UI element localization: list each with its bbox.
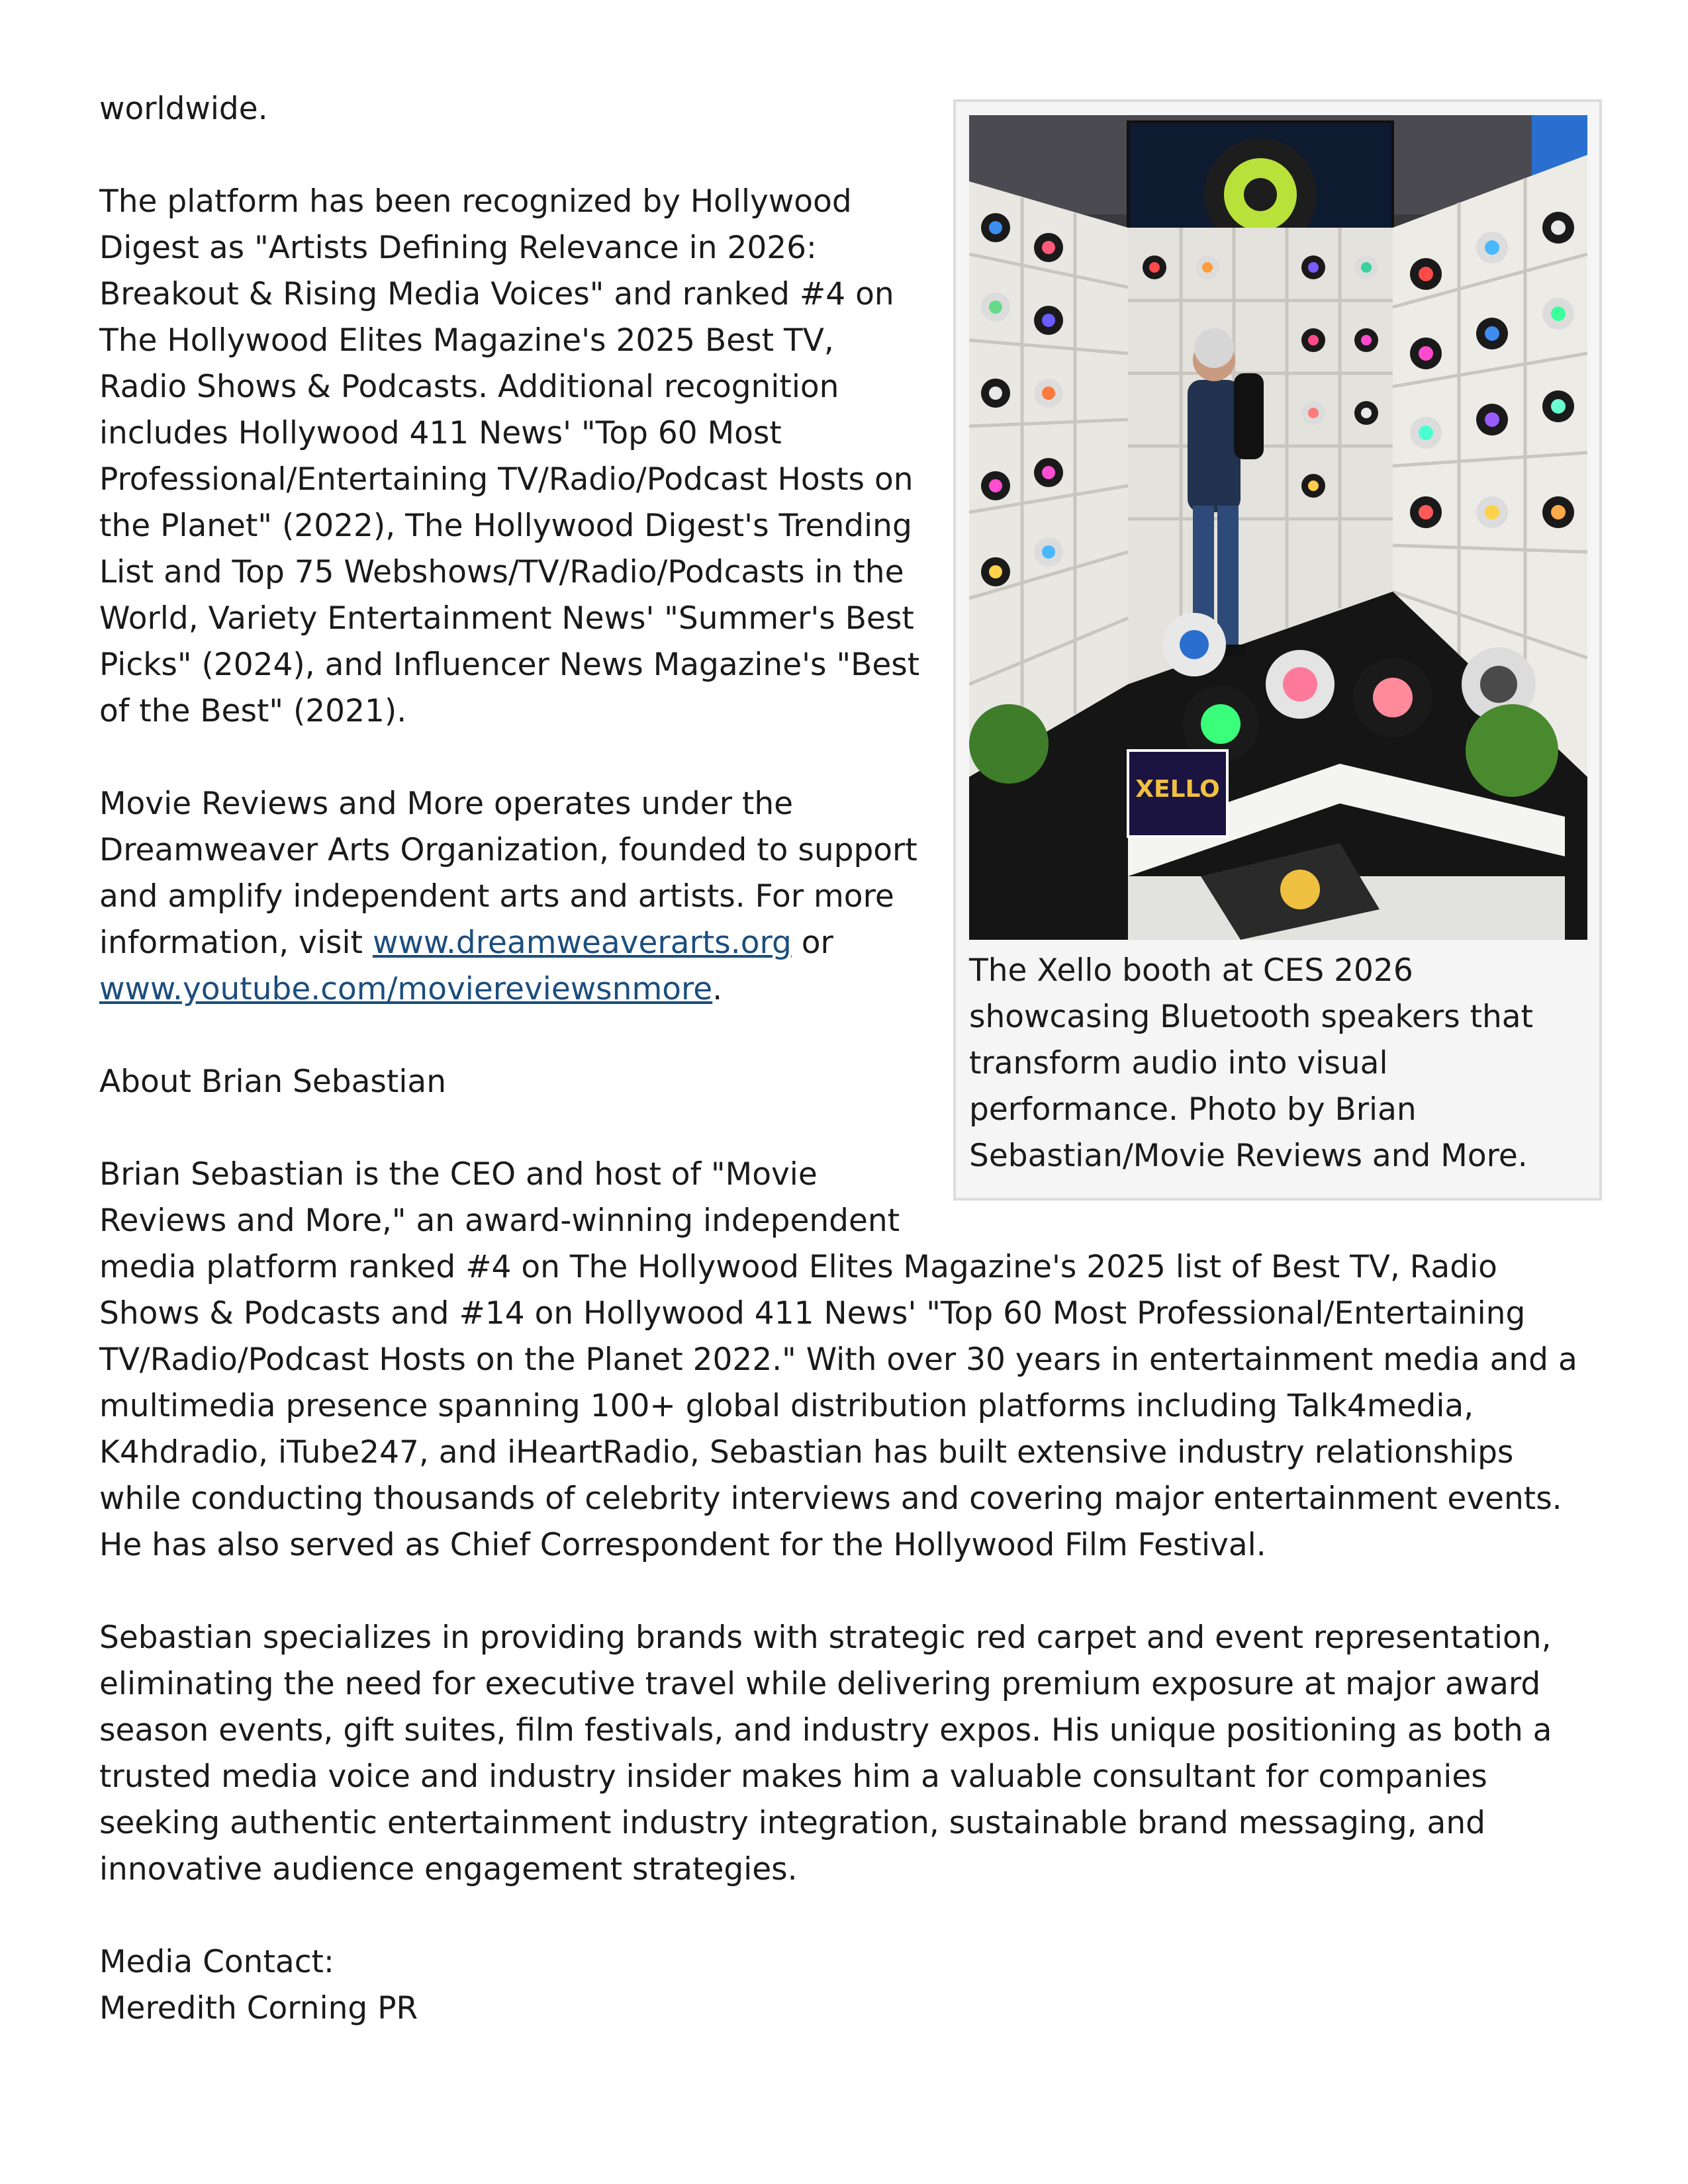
paragraph-recognition: The platform has been recognized by Hollywood Digest as "Artists Defining Relevance in 2026: Breakout & Rising Media Voices" and ranked #4 on The Hollywood Elites Magazine's 2025 Best TV, Radio Shows & Podcasts. Additional recognition includes Hollywood 411 News' "Top 60 Most Professional/Entertaining TV/Radio/Podcast Hosts on the Planet" (2022), The Hollywood Digest's Trending List and Top 75 Webshows/TV/Radio/Podcasts in the World, Variety Entertainment News' "Summer's Best Picks" (2024), and Influencer News Magazine's "Best of the Best" (2021).: [99, 183, 920, 729]
xello-sign-text: XELLO: [1135, 776, 1220, 803]
photo-caption: The Xello booth at CES 2026 showcasing Bluetooth speakers that transform audio into visual performance. Photo by Brian Sebastian/Movie Reviews and More.: [969, 952, 1534, 1174]
media-contact-label: Media Contact:: [99, 1944, 334, 1980]
paragraph-bio: Brian Sebastian is the CEO and host of "Movie Reviews and More," an award-winning independent media platform ranked #4 on The Hollywood Elites Magazine's 2025 list of Best TV, Radio Shows & Podcasts and #14 on Hollywood 411 News' "Top 60 Most Professional/Entertaining TV/Radio/Podcast Hosts on the Planet 2022." With over 30 years in entertainment media and a multimedia presence spanning 100+ global distribution platforms including Talk4media, K4hdradio, iTube247, and iHeartRadio, Sebastian has built extensive industry relationships while conducting thousands of celebrity interviews and covering major entertainment events. He has also served as Chief Correspondent for the Hollywood Film Festival.: [99, 1156, 1577, 1563]
youtube-channel-link[interactable]: www.youtube.com/moviereviewsnmore: [99, 971, 713, 1007]
booth-photo: [969, 115, 1587, 940]
paragraph-specialization: Sebastian specializes in providing brands with strategic red carpet and event representation, eliminating the need for executive travel while delivering premium exposure at major award season events, gift suites, film festivals, and industry expos. His unique positioning as both a trusted media voice and industry insider makes him a valuable consultant for companies seeking authentic entertainment industry integration, sustainable brand messaging, and innovative audience engagement strategies.: [99, 1619, 1552, 1888]
dreamweaver-text-prefix: Movie Reviews and More operates under the Dreamweaver Arts Organization, founded to support and amplify independent arts and artists. For more information, visit: [99, 786, 917, 961]
media-contact-name: Meredith Corning PR: [99, 1990, 418, 2026]
dreamweaver-text-mid: or: [791, 925, 833, 961]
document-page: [99, 86, 1589, 2032]
media-contact: [99, 1939, 1589, 2032]
paragraph-worldwide: worldwide.: [99, 91, 268, 127]
section-heading-about: About Brian Sebastian: [99, 1064, 446, 1100]
dreamweaver-text-suffix: .: [712, 971, 723, 1007]
photo-figure: [953, 99, 1602, 1201]
dreamweaverarts-link[interactable]: www.dreamweaverarts.org: [372, 925, 792, 961]
